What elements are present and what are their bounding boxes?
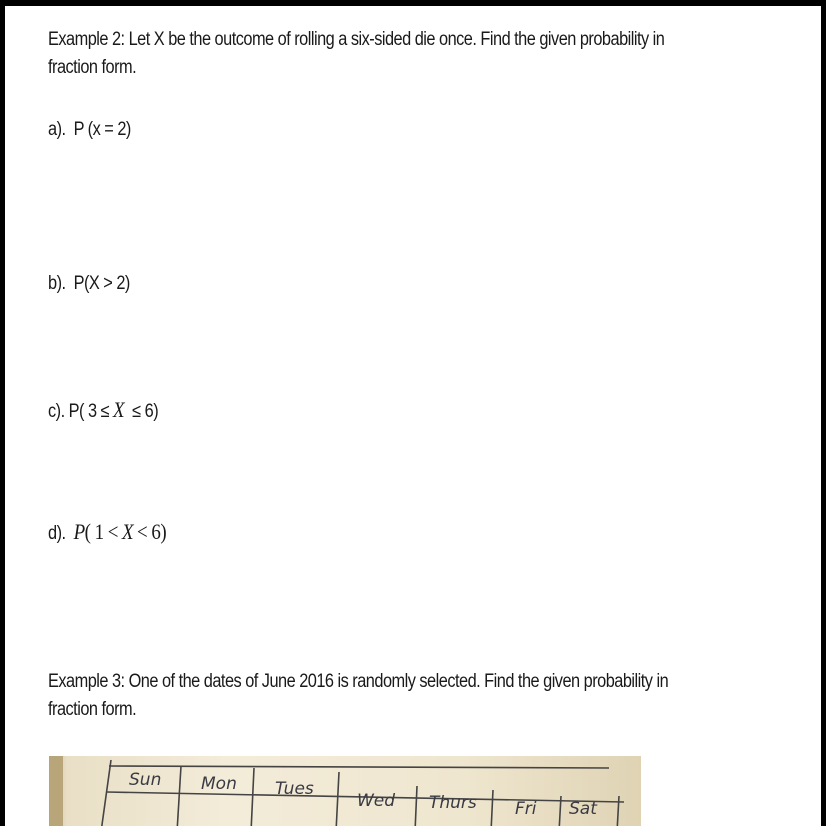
calendar-col-line-5 — [491, 790, 493, 826]
question-c-end: 6) — [144, 401, 159, 422]
example-3-prompt — [48, 668, 668, 723]
question-c-label: c). P( 3 — [48, 401, 97, 422]
question-b-label: b). — [48, 273, 66, 294]
calendar-day-wed: Wed — [357, 791, 396, 811]
question-a-label: a). — [48, 119, 66, 140]
question-d-mid: ( 1 < — [84, 519, 118, 544]
example-3-line-2: fraction form. — [48, 698, 137, 720]
calendar-day-thurs: Thurs — [429, 793, 477, 813]
example-2-prompt — [48, 26, 664, 81]
question-c-op-2: ≤ — [132, 401, 141, 422]
calendar-grid — [49, 756, 641, 826]
question-d-end: < 6) — [137, 519, 167, 544]
calendar-day-mon: Mon — [201, 774, 237, 794]
calendar-col-line-1 — [177, 766, 181, 826]
example-2-line-2: fraction form. — [48, 56, 137, 78]
question-b-expression: P(X > 2) — [73, 273, 130, 294]
example-3-line-1: Example 3: One of the dates of June 2016 is randomly selected. Find the given probability in — [48, 671, 669, 692]
calendar-top-line — [109, 766, 609, 768]
question-c — [48, 394, 158, 426]
calendar-col-line-7 — [617, 796, 619, 826]
example-2-line-1: Example 2: Let X be the outcome of rolling a six-sided die once. Find the given probability in — [48, 29, 665, 50]
calendar-day-fri: Fri — [515, 799, 537, 819]
calendar-col-line-0 — [101, 760, 111, 826]
worksheet-page — [5, 6, 821, 826]
calendar-col-line-2 — [251, 768, 254, 826]
calendar-day-tues: Tues — [275, 779, 314, 799]
question-a-expression: P (x = 2) — [73, 119, 131, 140]
question-a — [48, 116, 131, 144]
question-c-variable: X — [113, 397, 125, 422]
calendar-col-line-3 — [336, 772, 339, 826]
calendar-col-line-4 — [415, 786, 417, 826]
calendar-day-sat: Sat — [569, 799, 597, 819]
calendar-edge — [49, 756, 63, 826]
question-c-op-1: ≤ — [100, 401, 110, 422]
calendar-day-sun: Sun — [129, 770, 162, 790]
calendar-photo — [49, 756, 641, 826]
question-d-label: d). — [48, 523, 66, 544]
question-d — [48, 516, 166, 548]
question-d-variable: X — [121, 519, 134, 544]
question-b — [48, 270, 130, 298]
question-d-p: P — [73, 519, 85, 544]
